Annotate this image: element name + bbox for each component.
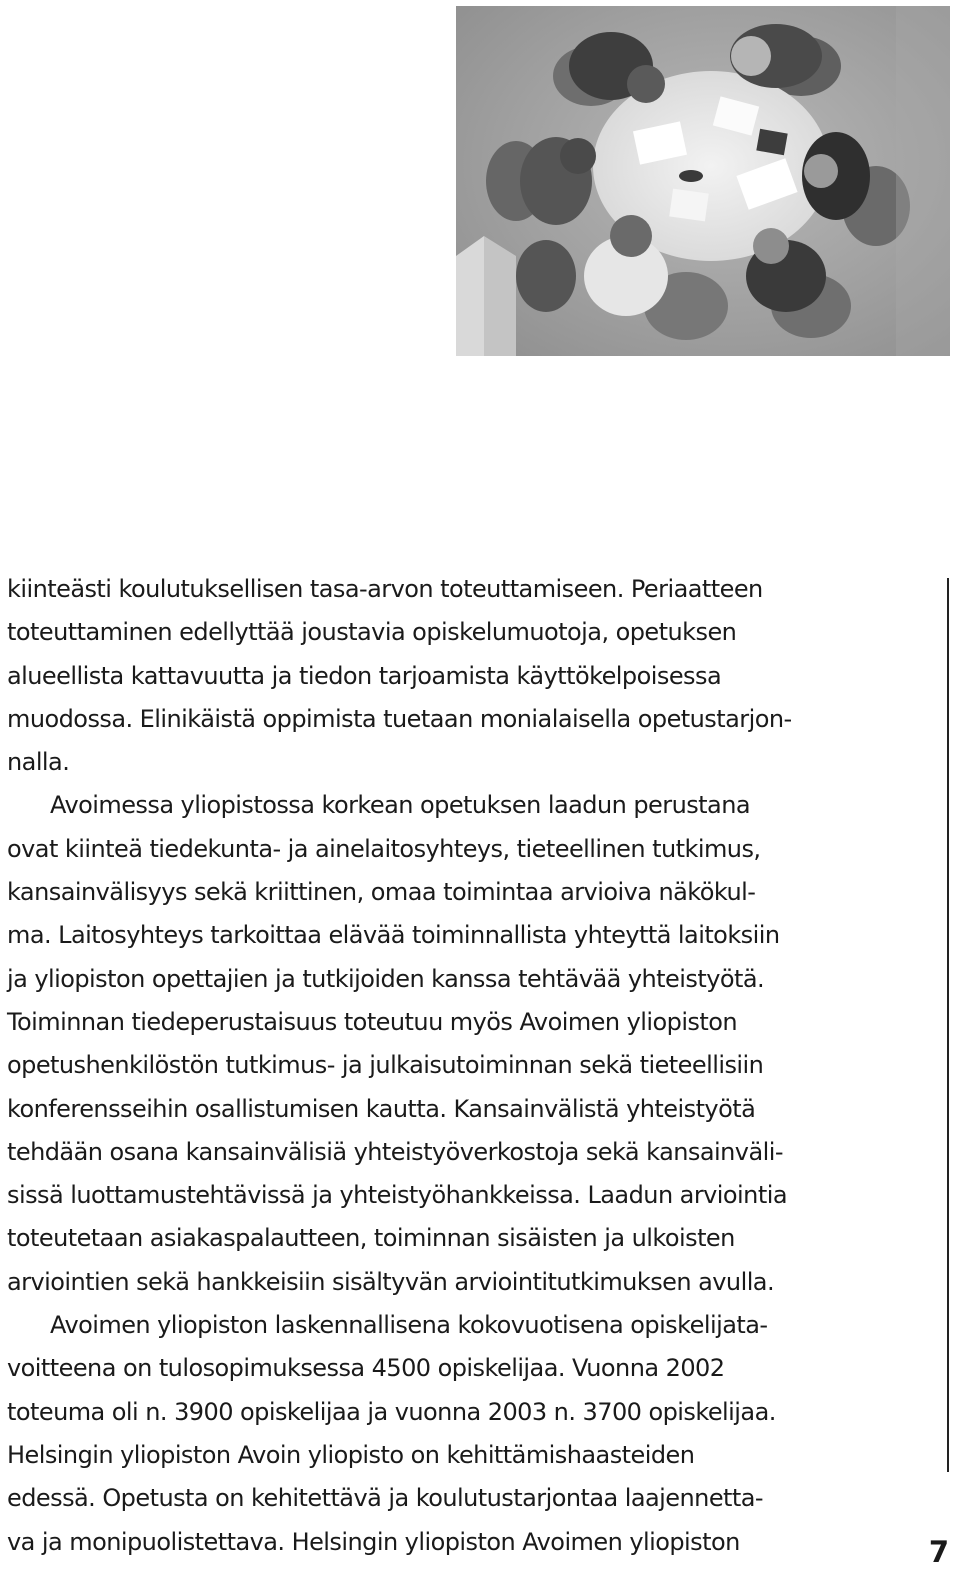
text-line: Helsingin yliopiston Avoin yliopisto on kehittämishaasteiden <box>7 1440 695 1469</box>
body-text <box>7 568 887 1564</box>
text-line: ovat kiinteä tiedekunta- ja ainelaitosyhteys, tieteellinen tutkimus, <box>7 834 761 863</box>
group-at-round-table-photo <box>456 6 950 356</box>
text-line: sissä luottamustehtävissä ja yhteistyöhankkeissa. Laadun arviointia <box>7 1181 787 1210</box>
text-line: alueellista kattavuutta ja tiedon tarjoamista käyttökelpoisessa <box>7 661 722 690</box>
text-line: arviointien sekä hankkeisiin sisältyvän arviointitutkimuksen avulla. <box>7 1267 775 1296</box>
text-line: opetushenkilöstön tutkimus- ja julkaisutoiminnan sekä tieteellisiin <box>7 1051 764 1080</box>
text-line: ma. Laitosyhteys tarkoittaa elävää toiminnallista yhteyttä laitoksiin <box>7 921 780 950</box>
text-line: toteuma oli n. 3900 opiskelijaa ja vuonna 2003 n. 3700 opiskelijaa. <box>7 1397 776 1426</box>
text-line: nalla. <box>7 748 70 777</box>
text-line: konferensseihin osallistumisen kautta. Kansainvälistä yhteistyötä <box>7 1094 756 1123</box>
text-line: Toiminnan tiedeperustaisuus toteutuu myös Avoimen yliopiston <box>7 1007 738 1036</box>
text-line: Avoimen yliopiston laskennallisena kokovuotisena opiskelijata- <box>50 1311 768 1340</box>
page-number: 7 <box>928 1535 950 1569</box>
text-line: Avoimessa yliopistossa korkean opetuksen laadun perustana <box>50 791 751 820</box>
text-line: voitteena on tulosopimuksessa 4500 opiskelijaa. Vuonna 2002 <box>7 1354 725 1383</box>
text-line: edessä. Opetusta on kehitettävä ja koulutustarjontaa laajennetta- <box>7 1484 764 1513</box>
text-line: ja yliopiston opettajien ja tutkijoiden kanssa tehtävää yhteistyötä. <box>7 964 765 993</box>
margin-rule <box>947 578 949 1472</box>
text-line: tehdään osana kansainvälisiä yhteistyöverkostoja sekä kansainväli- <box>7 1137 783 1166</box>
text-line: toteutetaan asiakaspalautteen, toiminnan sisäisten ja ulkoisten <box>7 1224 735 1253</box>
text-line: kiinteästi koulutuksellisen tasa-arvon toteuttamiseen. Periaatteen <box>7 575 763 603</box>
text-line: toteuttaminen edellyttää joustavia opiskelumuotoja, opetuksen <box>7 618 737 647</box>
text-line: muodossa. Elinikäistä oppimista tuetaan monialaisella opetustarjon- <box>7 704 792 733</box>
text-line: va ja monipuolistettava. Helsingin yliopiston Avoimen yliopiston <box>7 1527 740 1556</box>
text-line: kansainvälisyys sekä kriittinen, omaa toimintaa arvioiva näkökul- <box>7 878 756 907</box>
